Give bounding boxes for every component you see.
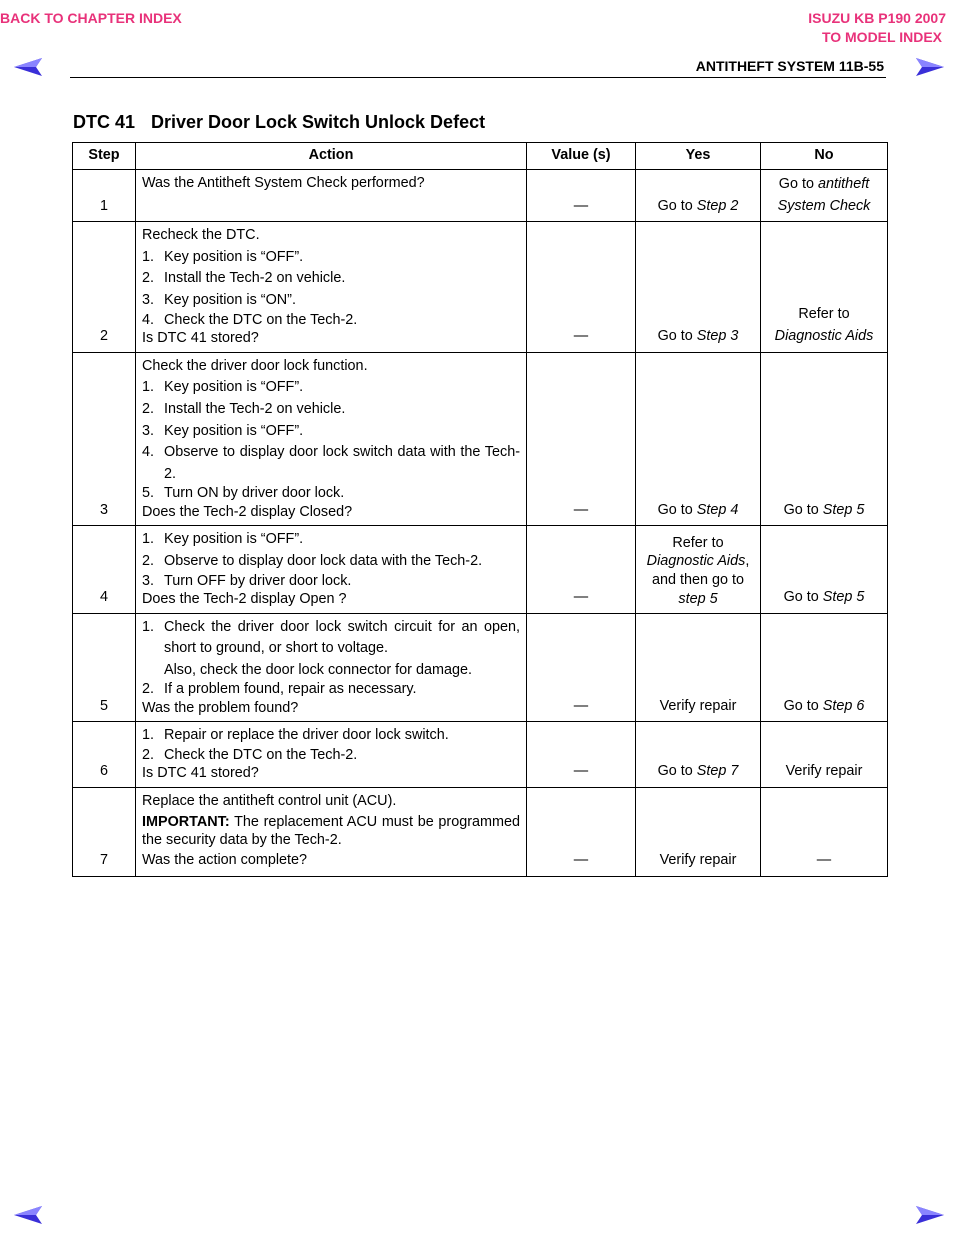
to-model-index-link[interactable]: TO MODEL INDEX (821, 29, 942, 45)
table-row (73, 222, 888, 352)
previous-page-arrow-bottom-icon[interactable] (12, 1204, 46, 1226)
diagnostic-table (72, 142, 888, 877)
yes-cell: Go to Step 2 (636, 169, 761, 222)
important-label: IMPORTANT: (142, 813, 230, 830)
dtc-title-text: Driver Door Lock Switch Unlock Defect (151, 112, 486, 132)
value-cell: — (527, 613, 636, 722)
step-number: 5 (73, 613, 136, 722)
step-number: 1 (73, 169, 136, 222)
col-yes-header: Yes (636, 143, 761, 170)
page-title (73, 112, 485, 133)
value-cell: — (527, 722, 636, 788)
next-page-arrow-bottom-icon[interactable] (912, 1204, 946, 1226)
action-cell: 1. Repair or replace the driver door lock switch. 2. Check the DTC on the Tech-2. Is DTC 41 stored? (136, 722, 527, 788)
value-cell: — (527, 788, 636, 877)
back-to-chapter-index-link[interactable]: BACK TO CHAPTER INDEX (0, 10, 182, 26)
no-cell: — (761, 788, 888, 877)
value-cell: — (527, 526, 636, 613)
table-row (73, 526, 888, 613)
yes-cell: Go to Step 3 (636, 222, 761, 352)
table-row (73, 788, 888, 877)
col-no-header: No (761, 143, 888, 170)
action-cell: Replace the antitheft control unit (ACU). IMPORTANT: The replacement ACU must be programmed the security data by the Tech-2. Was the action complete? (136, 788, 527, 877)
action-cell: Was the Antitheft System Check performed? (136, 169, 527, 222)
dtc-code: DTC 41 (73, 112, 136, 132)
previous-page-arrow-icon[interactable] (12, 56, 46, 78)
value-cell: — (527, 352, 636, 526)
col-value-header: Value (s) (527, 143, 636, 170)
section-header: ANTITHEFT SYSTEM 11B-55 (695, 58, 884, 74)
header-divider (70, 77, 886, 78)
yes-cell: Go to Step 7 (636, 722, 761, 788)
yes-cell: Refer to Diagnostic Aids, and then go to step 5 (636, 526, 761, 613)
action-cell: 1. Check the driver door lock switch circuit for an open, short to ground, or short to voltage. Also, check the door lock connector for damage. 2. If a problem found, repair as necessary. Was the problem found? (136, 613, 527, 722)
action-cell: 1. Key position is “OFF”. 2. Observe to display door lock data with the Tech-2. 3. Turn OFF by driver door lock. Does the Tech-2 display Open ? (136, 526, 527, 613)
value-cell: — (527, 169, 636, 222)
next-page-arrow-icon[interactable] (912, 56, 946, 78)
no-cell: Refer to Diagnostic Aids (761, 222, 888, 352)
table-row (73, 613, 888, 722)
table-row (73, 352, 888, 526)
table-header-row (73, 143, 888, 170)
step-number: 6 (73, 722, 136, 788)
no-cell: Go to Step 5 (761, 526, 888, 613)
step-number: 3 (73, 352, 136, 526)
step-number: 4 (73, 526, 136, 613)
yes-cell: Verify repair (636, 613, 761, 722)
yes-cell: Go to Step 4 (636, 352, 761, 526)
no-cell: Verify repair (761, 722, 888, 788)
step-number: 2 (73, 222, 136, 352)
no-cell: Go to Step 6 (761, 613, 888, 722)
table-row (73, 722, 888, 788)
value-cell: — (527, 222, 636, 352)
no-cell: Go to Step 5 (761, 352, 888, 526)
action-cell: Check the driver door lock function. 1. Key position is “OFF”. 2. Install the Tech-2 on vehicle. 3. Key position is “OFF”. 4. Observe to display door lock switch data with the Tech-2. 5. Turn ON by driver door lock. Does the Tech-2 display Closed? (136, 352, 527, 526)
step-number: 7 (73, 788, 136, 877)
no-cell: Go to antitheft System Check (761, 169, 888, 222)
table-row (73, 169, 888, 222)
yes-cell: Verify repair (636, 788, 761, 877)
model-title-link[interactable]: ISUZU KB P190 2007 (808, 10, 946, 26)
action-cell: Recheck the DTC. 1. Key position is “OFF”. 2. Install the Tech-2 on vehicle. 3. Key position is “ON”. 4. Check the DTC on the Tech-2. Is DTC 41 stored? (136, 222, 527, 352)
col-step-header: Step (73, 143, 136, 170)
col-action-header: Action (136, 143, 527, 170)
